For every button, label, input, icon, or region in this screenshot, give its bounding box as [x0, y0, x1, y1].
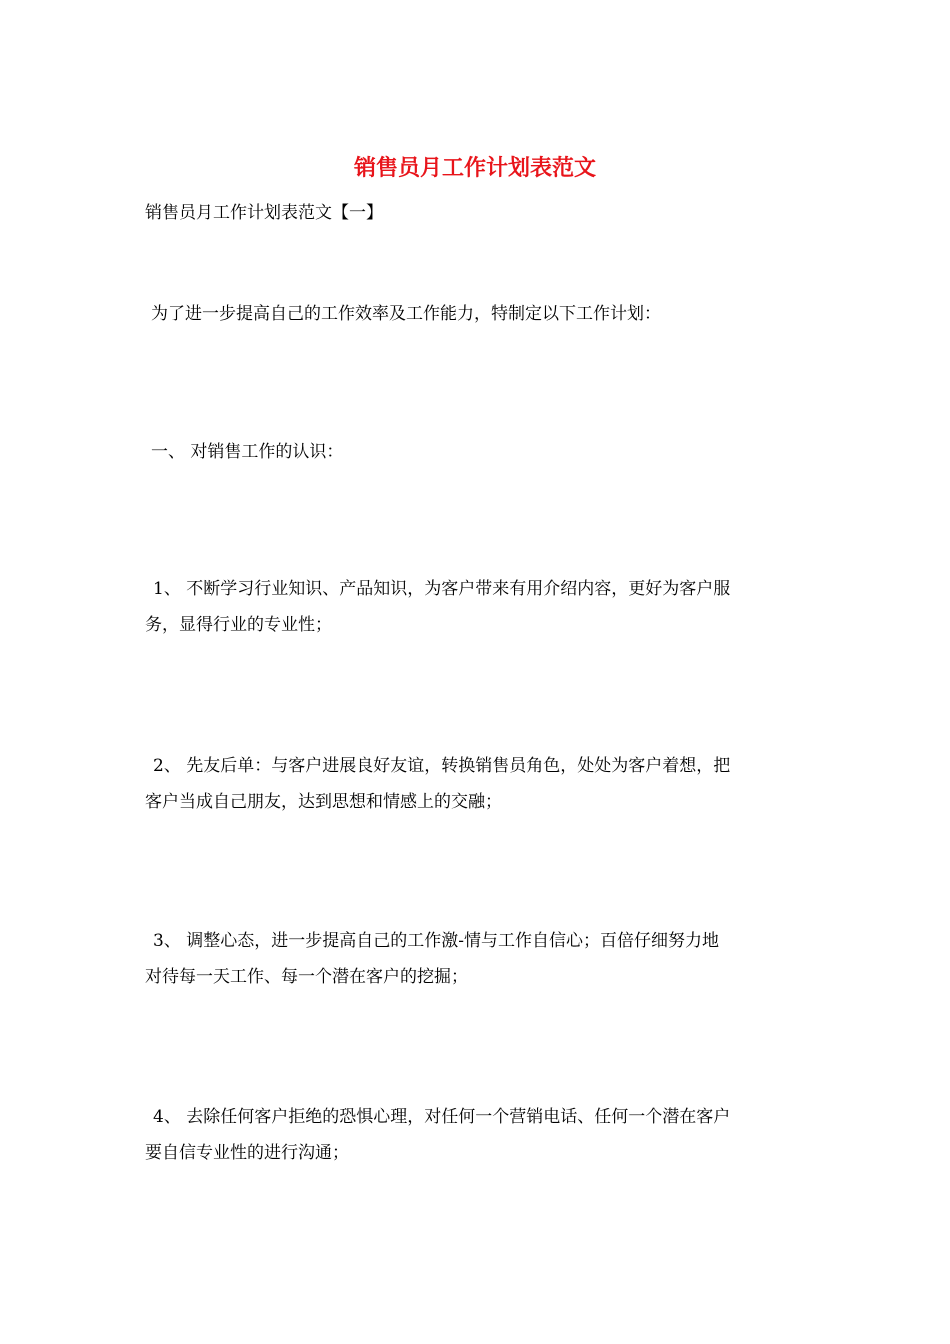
list-item-line: 3、 调整心态，进一步提高自己的工作激-情与工作自信心；百倍仔细努力地 — [153, 931, 719, 951]
list-item-line: 务，显得行业的专业性； — [145, 615, 332, 635]
document-subtitle: 销售员月工作计划表范文【一】 — [145, 203, 383, 223]
list-item — [145, 923, 810, 995]
list-item-line: 要自信专业性的进行沟通； — [145, 1143, 349, 1163]
list-item — [145, 748, 810, 820]
list-item-line: 对待每一天工作、每一个潜在客户的挖掘； — [145, 967, 468, 987]
list-item — [145, 1099, 810, 1171]
list-item-line: 4、 去除任何客户拒绝的恐惧心理，对任何一个营销电话、任何一个潜在客户 — [153, 1107, 731, 1127]
intro-paragraph: 为了进一步提高自己的工作效率及工作能力，特制定以下工作计划： — [151, 304, 661, 324]
section-heading: 一、 对销售工作的认识： — [151, 442, 344, 462]
list-item-line: 1、 不断学习行业知识、产品知识，为客户带来有用介绍内容，更好为客户服 — [153, 579, 731, 599]
list-item-line: 客户当成自己朋友，达到思想和情感上的交融； — [145, 792, 502, 812]
list-item — [145, 571, 810, 643]
document-title: 销售员月工作计划表范文 — [353, 155, 596, 181]
list-item-line: 2、 先友后单：与客户进展良好友谊，转换销售员角色，处处为客户着想，把 — [153, 756, 731, 776]
